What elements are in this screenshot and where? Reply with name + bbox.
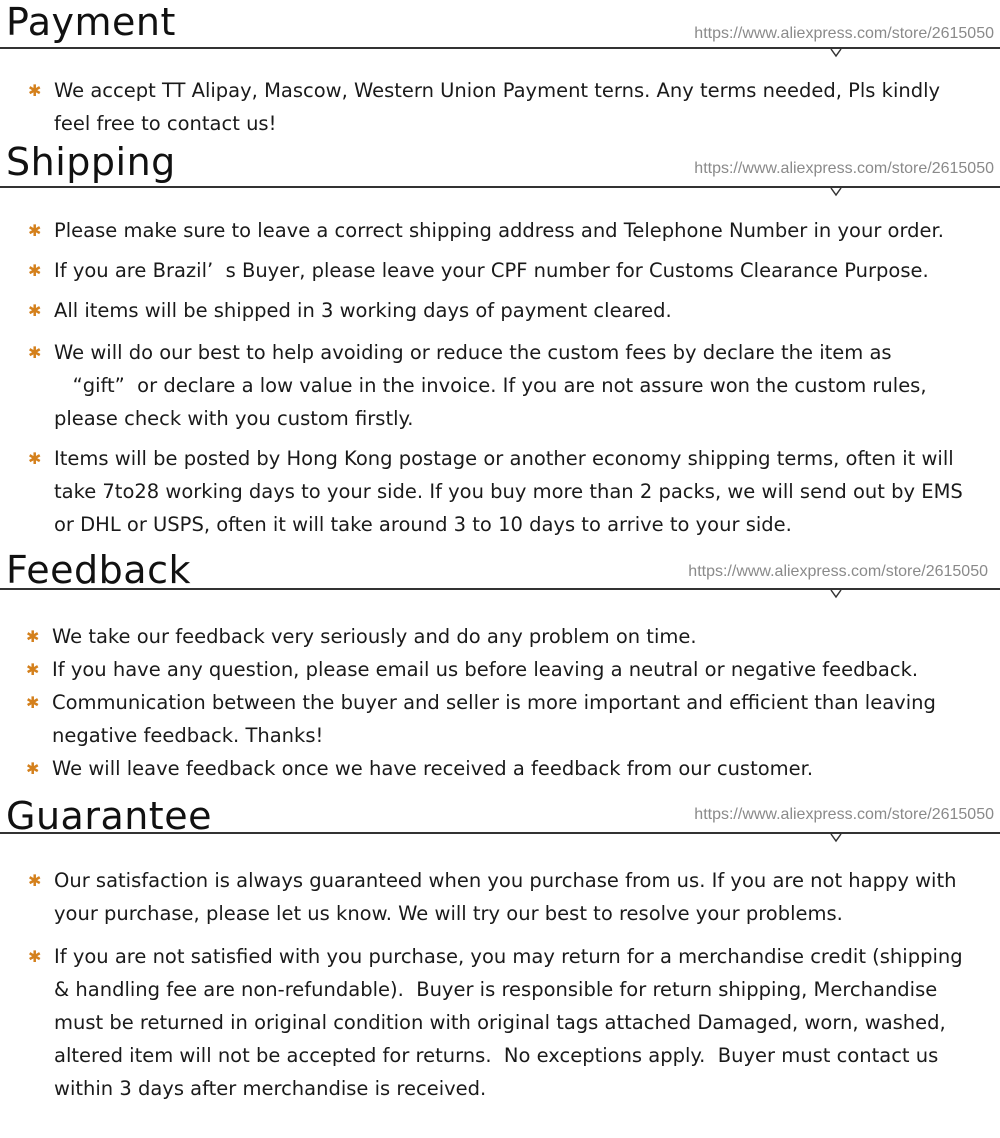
bullet-star-icon: ✱ bbox=[28, 871, 42, 890]
bullet-star-icon: ✱ bbox=[28, 343, 42, 362]
shipping-heading: Shipping bbox=[6, 140, 176, 184]
bullet-star-icon: ✱ bbox=[26, 660, 40, 679]
shipping-item: ✱ We will do our best to help avoiding or reduce the custom fees by declare the item as “gift” or declare a low value in the invoice. If you are not assure won the custom rules, please check with you custom firstly. bbox=[28, 336, 978, 435]
feedback-notch-icon bbox=[830, 589, 842, 601]
shipping-item: ✱ Please make sure to leave a correct shipping address and Telephone Number in your order. bbox=[28, 214, 978, 247]
feedback-item: ✱ If you have any question, please email us before leaving a neutral or negative feedback. bbox=[26, 653, 976, 686]
bullet-star-icon: ✱ bbox=[28, 261, 42, 280]
payment-rule bbox=[0, 47, 1000, 49]
guarantee-item: ✱ Our satisfaction is always guaranteed when you purchase from us. If you are not happy with your purchase, please let us know. We will try our best to resolve your problems. bbox=[28, 864, 978, 930]
bullet-star-icon: ✱ bbox=[28, 449, 42, 468]
guarantee-item: ✱ If you are not satisfied with you purchase, you may return for a merchandise credit (shipping & handling fee are non-refundable). Buyer is responsible for return shipping, Merchandise must be returned in original condition with original tags attached Damaged, worn, washed, altered item will not be accepted for returns. No exceptions apply. Buyer must contact us within 3 days after merchandise is received. bbox=[28, 940, 978, 1105]
bullet-star-icon: ✱ bbox=[26, 693, 40, 712]
bullet-star-icon: ✱ bbox=[28, 221, 42, 240]
payment-heading: Payment bbox=[6, 0, 176, 44]
guarantee-heading: Guarantee bbox=[6, 794, 212, 838]
bullet-star-icon: ✱ bbox=[28, 81, 42, 100]
shipping-rule bbox=[0, 186, 1000, 188]
feedback-heading: Feedback bbox=[6, 548, 191, 592]
guarantee-notch-icon bbox=[830, 833, 842, 845]
guarantee-store-url: https://www.aliexpress.com/store/2615050 bbox=[694, 806, 994, 823]
bullet-star-icon: ✱ bbox=[26, 627, 40, 646]
feedback-item: ✱ We will leave feedback once we have received a feedback from our customer. bbox=[26, 752, 976, 785]
shipping-item: ✱ All items will be shipped in 3 working days of payment cleared. bbox=[28, 294, 978, 327]
feedback-store-url: https://www.aliexpress.com/store/2615050 bbox=[688, 563, 988, 580]
feedback-rule bbox=[0, 588, 1000, 590]
shipping-item: ✱ If you are Brazil’ s Buyer, please leave your CPF number for Customs Clearance Purpose. bbox=[28, 254, 978, 287]
shipping-notch-icon bbox=[830, 187, 842, 199]
shipping-store-url: https://www.aliexpress.com/store/2615050 bbox=[694, 160, 994, 177]
bullet-star-icon: ✱ bbox=[28, 301, 42, 320]
bullet-star-icon: ✱ bbox=[28, 947, 42, 966]
payment-item: ✱ We accept TT Alipay, Mascow, Western Union Payment terns. Any terms needed, Pls kindly feel free to contact us! bbox=[28, 74, 978, 140]
payment-store-url: https://www.aliexpress.com/store/2615050 bbox=[694, 25, 994, 42]
guarantee-rule bbox=[0, 832, 1000, 834]
shipping-item: ✱ Items will be posted by Hong Kong postage or another economy shipping terms, often it will take 7to28 working days to your side. If you buy more than 2 packs, we will send out by EMS or DHL or USPS, often it will take around 3 to 10 days to arrive to your side. bbox=[28, 442, 978, 541]
payment-notch-icon bbox=[830, 48, 842, 60]
feedback-item: ✱ We take our feedback very seriously and do any problem on time. bbox=[26, 620, 976, 653]
bullet-star-icon: ✱ bbox=[26, 759, 40, 778]
feedback-item: ✱ Communication between the buyer and seller is more important and efficient than leaving negative feedback. Thanks! bbox=[26, 686, 976, 752]
